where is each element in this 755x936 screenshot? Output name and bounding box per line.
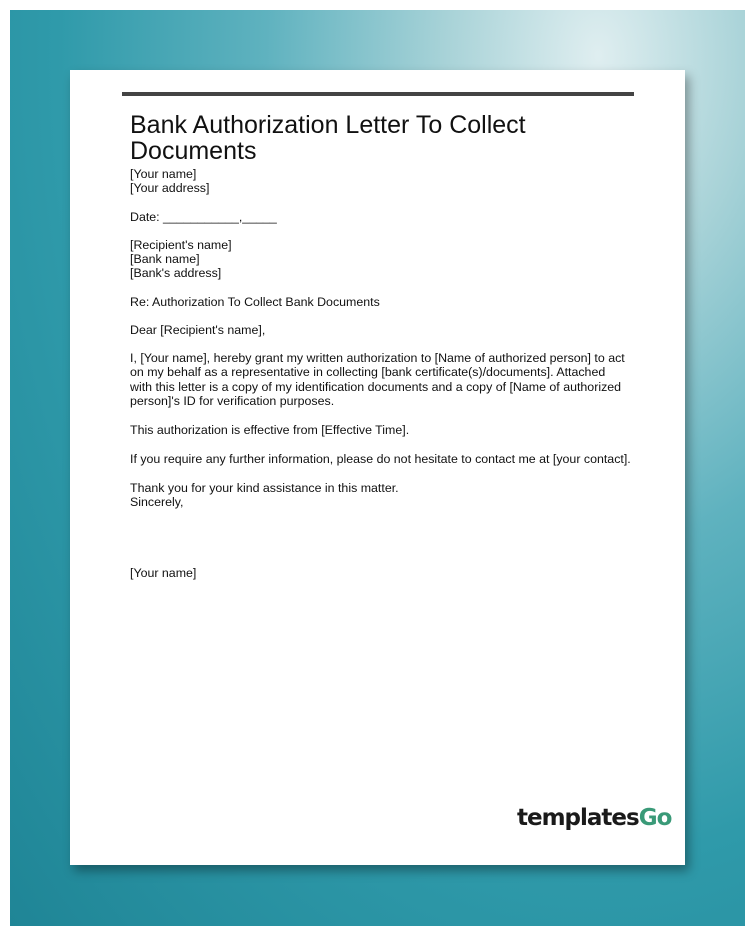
recipient-name: [Recipient's name]	[130, 238, 232, 252]
letter-page	[70, 70, 685, 865]
logo-text: templates	[517, 805, 639, 831]
letter-title: Bank Authorization Letter To Collect Documents	[130, 111, 526, 165]
signoff: Sincerely,	[130, 495, 184, 509]
sender-address: [Your address]	[130, 181, 210, 195]
logo-accent-text: Go	[638, 805, 672, 831]
subject-line: Re: Authorization To Collect Bank Documents	[130, 295, 380, 309]
signature-name: [Your name]	[130, 566, 197, 580]
bank-address: [Bank's address]	[130, 266, 222, 280]
sender-name: [Your name]	[130, 167, 197, 181]
templatesgo-logo	[517, 805, 671, 831]
thanks-line: Thank you for your kind assistance in this matter.	[130, 481, 399, 495]
bank-name: [Bank name]	[130, 252, 200, 266]
salutation: Dear [Recipient's name],	[130, 323, 266, 337]
date-line: Date: ___________,_____	[130, 210, 277, 224]
body-paragraph-1: I, [Your name], hereby grant my written authorization to [Name of authorized person] to act on my behalf as a representative in collecting [bank certificate(s)/documents]. Attached with this letter is a copy of my identification documents and a copy of [Name of authorized person]'s ID for verification purposes.	[130, 351, 625, 408]
body-paragraph-3: If you require any further information, please do not hesitate to contact me at [your contact].	[130, 452, 631, 466]
top-rule	[122, 92, 634, 96]
body-paragraph-2: This authorization is effective from [Effective Time].	[130, 423, 410, 437]
